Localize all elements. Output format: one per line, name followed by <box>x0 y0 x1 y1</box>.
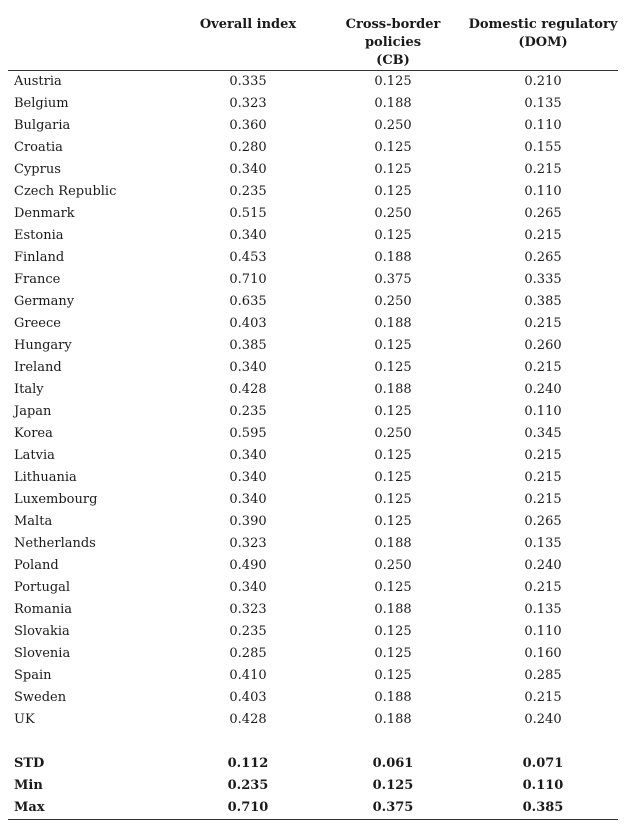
cross-border-cell: 0.125 <box>374 624 412 639</box>
summary-dom-cell: 0.385 <box>468 797 618 820</box>
country-cell: Estonia <box>14 228 64 243</box>
table-row <box>8 599 618 621</box>
table-row <box>8 533 618 555</box>
country-cell: Poland <box>14 558 59 573</box>
cross-border-cell: 0.188 <box>374 96 412 111</box>
cross-border-cell: 0.125 <box>374 404 412 419</box>
country-cell: France <box>14 272 61 287</box>
overall-index-cell: 0.280 <box>229 140 267 155</box>
summary-label-cell: Max <box>8 797 178 820</box>
table-row <box>8 159 618 181</box>
domestic-regulatory-cell: 0.385 <box>524 294 562 309</box>
table-row <box>8 401 618 423</box>
domestic-regulatory-cell: 0.265 <box>524 206 562 221</box>
summary-cb-cell: 0.061 <box>372 756 414 771</box>
cross-border-cell: 0.188 <box>374 250 412 265</box>
domestic-regulatory-cell: 0.265 <box>524 250 562 265</box>
overall-index-cell: 0.710 <box>229 272 267 287</box>
overall-index-cell: 0.340 <box>229 580 267 595</box>
table-row <box>8 357 618 379</box>
domestic-regulatory-cell: 0.135 <box>524 602 562 617</box>
table-row <box>8 203 618 225</box>
header-dom-line1: Domestic regulatory <box>468 17 618 32</box>
overall-index-cell: 0.335 <box>229 74 267 89</box>
country-cell: Lithuania <box>14 470 77 485</box>
table-row <box>8 665 618 687</box>
summary-row <box>8 775 618 797</box>
table-row <box>8 335 618 357</box>
overall-index-cell: 0.235 <box>229 184 267 199</box>
domestic-regulatory-cell: 0.110 <box>524 118 562 133</box>
cross-border-cell: 0.125 <box>374 492 412 507</box>
domestic-regulatory-cell: 0.285 <box>524 668 562 683</box>
cross-border-cell: 0.250 <box>374 118 412 133</box>
overall-index-cell: 0.340 <box>229 470 267 485</box>
domestic-regulatory-cell: 0.240 <box>524 558 562 573</box>
table-row <box>8 489 618 511</box>
country-cell: Luxembourg <box>14 492 98 507</box>
cross-border-cell: 0.125 <box>374 646 412 661</box>
cross-border-cell: 0.250 <box>374 558 412 573</box>
table-row <box>8 93 618 115</box>
domestic-regulatory-cell: 0.215 <box>524 448 562 463</box>
cross-border-cell: 0.125 <box>374 228 412 243</box>
country-cell: Hungary <box>14 338 72 353</box>
domestic-regulatory-cell: 0.240 <box>524 382 562 397</box>
table-row <box>8 181 618 203</box>
overall-index-cell: 0.323 <box>229 602 267 617</box>
summary-overall-cell: 0.710 <box>178 797 318 820</box>
spacer-row <box>8 731 618 753</box>
header-domestic-regulatory <box>468 16 618 71</box>
cross-border-cell: 0.375 <box>374 272 412 287</box>
overall-index-cell: 0.490 <box>229 558 267 573</box>
cross-border-cell: 0.125 <box>374 162 412 177</box>
overall-index-cell: 0.515 <box>229 206 267 221</box>
table-row <box>8 247 618 269</box>
cross-border-cell: 0.250 <box>374 206 412 221</box>
domestic-regulatory-cell: 0.110 <box>524 624 562 639</box>
cross-border-cell: 0.125 <box>374 74 412 89</box>
summary-cb-cell: 0.375 <box>318 797 468 820</box>
domestic-regulatory-cell: 0.155 <box>524 140 562 155</box>
domestic-regulatory-cell: 0.215 <box>524 492 562 507</box>
spacer-cell <box>8 731 618 753</box>
country-cell: Korea <box>14 426 53 441</box>
overall-index-cell: 0.385 <box>229 338 267 353</box>
country-cell: Czech Republic <box>14 184 117 199</box>
table-row <box>8 225 618 247</box>
domestic-regulatory-cell: 0.110 <box>524 404 562 419</box>
country-cell: Greece <box>14 316 61 331</box>
country-cell: Finland <box>14 250 65 265</box>
summary-cb-cell: 0.125 <box>372 778 414 793</box>
table-row <box>8 423 618 445</box>
country-cell: Slovenia <box>14 646 71 661</box>
country-cell: Japan <box>14 404 52 419</box>
domestic-regulatory-cell: 0.135 <box>524 536 562 551</box>
country-cell: Croatia <box>14 140 63 155</box>
cross-border-cell: 0.125 <box>374 448 412 463</box>
domestic-regulatory-cell: 0.160 <box>524 646 562 661</box>
summary-overall-cell: 0.235 <box>227 778 269 793</box>
domestic-regulatory-cell: 0.215 <box>524 580 562 595</box>
domestic-regulatory-cell: 0.135 <box>524 96 562 111</box>
country-cell: Bulgaria <box>14 118 71 133</box>
table-row <box>8 467 618 489</box>
table-body <box>8 71 618 820</box>
country-cell: Italy <box>14 382 44 397</box>
domestic-regulatory-cell: 0.215 <box>524 690 562 705</box>
header-dom-line2: (DOM) <box>518 35 568 50</box>
overall-index-cell: 0.340 <box>229 162 267 177</box>
overall-index-cell: 0.390 <box>229 514 267 529</box>
overall-index-cell: 0.340 <box>229 448 267 463</box>
domestic-regulatory-cell: 0.240 <box>524 712 562 727</box>
country-cell: Slovakia <box>14 624 70 639</box>
cross-border-cell: 0.188 <box>374 382 412 397</box>
cross-border-cell: 0.188 <box>374 690 412 705</box>
country-cell: Portugal <box>14 580 71 595</box>
domestic-regulatory-cell: 0.335 <box>524 272 562 287</box>
cross-border-cell: 0.125 <box>374 360 412 375</box>
table-row <box>8 115 618 137</box>
overall-index-cell: 0.428 <box>229 382 267 397</box>
header-cb-line2: (CB) <box>376 53 410 68</box>
domestic-regulatory-cell: 0.215 <box>524 470 562 485</box>
domestic-regulatory-cell: 0.215 <box>524 316 562 331</box>
country-cell: Romania <box>14 602 72 617</box>
country-cell: Denmark <box>14 206 75 221</box>
header-country <box>8 16 178 71</box>
summary-label-cell: STD <box>14 756 45 771</box>
country-cell: Latvia <box>14 448 55 463</box>
overall-index-cell: 0.595 <box>229 426 267 441</box>
cross-border-cell: 0.188 <box>374 316 412 331</box>
table-row <box>8 643 618 665</box>
table-row <box>8 379 618 401</box>
overall-index-cell: 0.340 <box>229 228 267 243</box>
table-header <box>8 16 618 71</box>
domestic-regulatory-cell: 0.215 <box>524 228 562 243</box>
domestic-regulatory-cell: 0.210 <box>524 74 562 89</box>
summary-row <box>8 797 618 820</box>
summary-dom-cell: 0.110 <box>522 778 564 793</box>
country-cell: Belgium <box>14 96 69 111</box>
table-row <box>8 621 618 643</box>
domestic-regulatory-cell: 0.260 <box>524 338 562 353</box>
country-cell: Ireland <box>14 360 62 375</box>
country-cell: Malta <box>14 514 53 529</box>
table-row <box>8 137 618 159</box>
country-cell: Netherlands <box>14 536 96 551</box>
summary-row <box>8 753 618 775</box>
domestic-regulatory-cell: 0.215 <box>524 360 562 375</box>
header-row <box>8 16 618 71</box>
overall-index-cell: 0.410 <box>229 668 267 683</box>
header-cross-border <box>318 16 468 71</box>
cross-border-cell: 0.250 <box>374 426 412 441</box>
cross-border-cell: 0.188 <box>374 712 412 727</box>
cross-border-cell: 0.125 <box>374 184 412 199</box>
cross-border-cell: 0.250 <box>374 294 412 309</box>
overall-index-cell: 0.428 <box>229 712 267 727</box>
table-row <box>8 445 618 467</box>
index-table <box>8 16 618 820</box>
table-row <box>8 709 618 731</box>
overall-index-cell: 0.235 <box>229 404 267 419</box>
summary-dom-cell: 0.071 <box>522 756 564 771</box>
overall-index-cell: 0.235 <box>229 624 267 639</box>
country-cell: Spain <box>14 668 52 683</box>
table-row <box>8 555 618 577</box>
cross-border-cell: 0.188 <box>374 602 412 617</box>
table-row <box>8 511 618 533</box>
overall-index-cell: 0.360 <box>229 118 267 133</box>
overall-index-cell: 0.453 <box>229 250 267 265</box>
country-cell: Germany <box>14 294 75 309</box>
domestic-regulatory-cell: 0.110 <box>524 184 562 199</box>
cross-border-cell: 0.125 <box>374 338 412 353</box>
table-row <box>8 313 618 335</box>
cross-border-cell: 0.125 <box>374 580 412 595</box>
domestic-regulatory-cell: 0.215 <box>524 162 562 177</box>
summary-overall-cell: 0.112 <box>227 756 269 771</box>
overall-index-cell: 0.403 <box>229 690 267 705</box>
cross-border-cell: 0.125 <box>374 470 412 485</box>
cross-border-cell: 0.125 <box>374 140 412 155</box>
table-row <box>8 687 618 709</box>
cross-border-cell: 0.125 <box>374 514 412 529</box>
domestic-regulatory-cell: 0.345 <box>524 426 562 441</box>
overall-index-cell: 0.635 <box>229 294 267 309</box>
overall-index-cell: 0.340 <box>229 492 267 507</box>
summary-label-cell: Min <box>14 778 43 793</box>
country-cell: Sweden <box>14 690 67 705</box>
header-overall-label: Overall index <box>199 17 297 32</box>
cross-border-cell: 0.125 <box>374 668 412 683</box>
table-row <box>8 269 618 291</box>
table-row <box>8 291 618 313</box>
overall-index-cell: 0.323 <box>229 536 267 551</box>
country-cell: Austria <box>14 74 62 89</box>
country-cell: UK <box>14 712 35 727</box>
overall-index-cell: 0.340 <box>229 360 267 375</box>
overall-index-cell: 0.323 <box>229 96 267 111</box>
domestic-regulatory-cell: 0.265 <box>524 514 562 529</box>
country-cell: Cyprus <box>14 162 61 177</box>
cross-border-cell: 0.188 <box>374 536 412 551</box>
table-row <box>8 71 618 94</box>
table-row <box>8 577 618 599</box>
header-overall-index <box>178 16 318 71</box>
overall-index-cell: 0.403 <box>229 316 267 331</box>
header-cb-line1: Cross-border policies <box>345 17 441 50</box>
overall-index-cell: 0.285 <box>229 646 267 661</box>
